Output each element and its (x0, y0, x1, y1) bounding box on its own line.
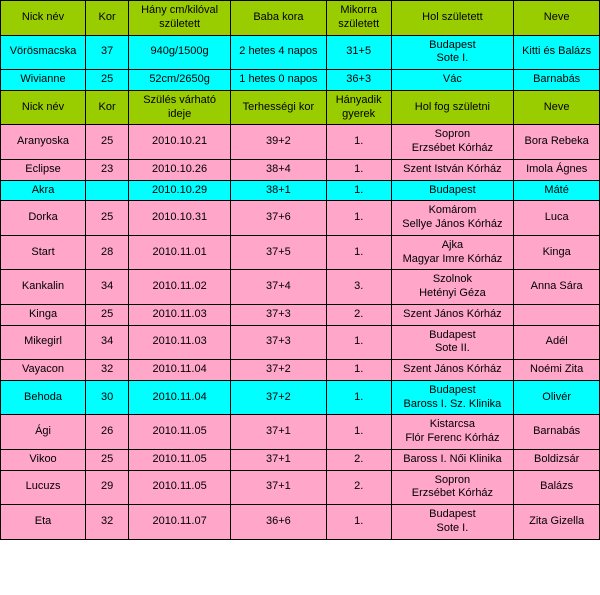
table-cell (86, 270, 129, 305)
cell-text: Behoda (24, 390, 62, 403)
table-cell (514, 180, 600, 201)
column-header-cell (326, 90, 391, 125)
cell-text: Szent István Kórház (403, 162, 502, 175)
cell-text: Flór Ferenc Kórház (405, 432, 500, 444)
table-cell (326, 415, 391, 450)
cell-text: 1. (354, 390, 364, 403)
column-header-cell (86, 90, 129, 125)
table-cell (514, 360, 600, 381)
cell-text: 2010.11.05 (152, 425, 207, 438)
table-cell (231, 235, 327, 270)
cell-text: Barnabás (533, 73, 581, 85)
table-cell (391, 380, 514, 415)
cell-text: Hányadik gyerek (335, 93, 382, 120)
cell-text: 2010.11.04 (152, 390, 207, 403)
column-header-cell (1, 1, 86, 36)
cell-text: 1. (354, 183, 364, 196)
cell-text: Sopron (434, 473, 471, 486)
table-cell (129, 380, 231, 415)
table-cell (129, 360, 231, 381)
table-cell (326, 180, 391, 201)
table-cell (1, 125, 86, 160)
cell-text: Eclipse (25, 162, 61, 175)
cell-text: 34 (100, 335, 114, 348)
cell-text: 1. (354, 135, 364, 148)
table-row (1, 125, 600, 160)
table-row (1, 159, 600, 180)
cell-text: Ági (35, 425, 51, 438)
table-cell (129, 449, 231, 470)
table-cell (326, 270, 391, 305)
table-cell (231, 35, 327, 70)
column-header-cell (391, 1, 514, 36)
table-cell (129, 159, 231, 180)
table-cell (1, 201, 86, 236)
cell-text: Hetényi Géza (419, 287, 486, 299)
cell-text: Adél (545, 335, 568, 348)
table-cell (231, 159, 327, 180)
cell-text: Wivianne (20, 73, 66, 85)
table-cell (391, 415, 514, 450)
table-cell (129, 325, 231, 360)
cell-text: Mikegirl (24, 335, 62, 348)
table-cell (326, 470, 391, 505)
cell-text: Budapest (429, 508, 476, 520)
table-cell (86, 125, 129, 160)
cell-text: 37+2 (266, 390, 291, 403)
cell-text: 37+3 (266, 307, 291, 320)
cell-text: Start (31, 245, 55, 258)
cell-text: 1. (354, 162, 364, 175)
cell-text: Neve (543, 10, 570, 23)
cell-text: 52cm/2650g (149, 73, 210, 85)
table-cell (86, 380, 129, 415)
table-header-row (1, 90, 600, 125)
cell-text: 2010.11.05 (152, 452, 207, 465)
table-cell (514, 470, 600, 505)
column-header-cell (326, 1, 391, 36)
cell-text: Budapest (429, 328, 476, 341)
cell-text: 37 (100, 45, 114, 58)
table-row (1, 201, 600, 236)
cell-text: 37+1 (266, 425, 291, 438)
cell-text: 36+6 (266, 514, 291, 527)
table-cell (129, 505, 231, 540)
column-header-cell (129, 1, 231, 36)
table-cell (129, 35, 231, 70)
cell-text: Sellye János Kórház (402, 218, 503, 230)
cell-text: Lucuzs (25, 480, 61, 493)
cell-text: Baross I. Női Klinika (403, 452, 502, 465)
cell-text: 23 (100, 162, 114, 175)
table-cell (514, 35, 600, 70)
cell-text: Akra (31, 183, 55, 196)
cell-text: Boldizsár (534, 452, 580, 465)
cell-text: 38+4 (266, 162, 291, 175)
cell-text: Kinga (28, 307, 58, 320)
table-cell (514, 270, 600, 305)
table-cell (391, 470, 514, 505)
table-cell (1, 180, 86, 201)
table-cell (391, 360, 514, 381)
cell-text: Budapest (429, 183, 476, 196)
table-cell (129, 415, 231, 450)
cell-text: Nick név (21, 100, 65, 113)
cell-text: 25 (100, 307, 114, 320)
cell-text: 29 (100, 480, 114, 493)
cell-text: 26 (100, 425, 114, 438)
cell-text: Erzsébet Kórház (411, 487, 494, 500)
cell-text: Szolnok (432, 273, 472, 286)
table-cell (326, 70, 391, 91)
cell-text: Imola Ágnes (526, 162, 588, 175)
cell-text: Kor (98, 10, 116, 23)
cell-text: 2010.11.01 (152, 245, 207, 258)
cell-text: 2 hetes 4 napos (239, 45, 318, 58)
table-cell (86, 360, 129, 381)
cell-text: Sote I. (436, 521, 469, 534)
cell-text: Ajka (441, 238, 464, 251)
cell-text: Sote II. (434, 342, 470, 355)
table-cell (391, 159, 514, 180)
table-cell (231, 360, 327, 381)
cell-text: 37+5 (266, 245, 291, 258)
table-cell (391, 180, 514, 201)
table-cell (231, 470, 327, 505)
cell-text: 2010.10.31 (152, 211, 208, 224)
cell-text: 2. (354, 307, 364, 320)
table-row (1, 235, 600, 270)
table-cell (326, 125, 391, 160)
cell-text: 32 (100, 514, 114, 527)
table-cell (129, 125, 231, 160)
cell-text: Sote I. (436, 52, 469, 65)
cell-text: 1. (354, 363, 364, 375)
cell-text: Vác (442, 73, 462, 85)
table-cell (129, 304, 231, 325)
cell-text: 37+2 (266, 363, 291, 375)
table-cell (231, 415, 327, 450)
table-cell (391, 201, 514, 236)
table-cell (391, 325, 514, 360)
table-cell (391, 270, 514, 305)
cell-text: Eta (34, 514, 52, 527)
table-cell (326, 304, 391, 325)
table-cell (326, 201, 391, 236)
cell-text: Szent János Kórház (403, 307, 502, 320)
table-cell (326, 360, 391, 381)
table-row (1, 35, 600, 70)
table-cell (326, 505, 391, 540)
table-cell (86, 235, 129, 270)
table-row (1, 360, 600, 381)
table-cell (86, 505, 129, 540)
cell-text: Hol fog születni (414, 100, 491, 113)
cell-text: Aranyoska (17, 135, 70, 148)
cell-text: 2010.11.03 (152, 307, 207, 320)
table-cell (129, 201, 231, 236)
cell-text: 2010.11.02 (152, 280, 207, 293)
table-cell (1, 159, 86, 180)
table-cell (1, 470, 86, 505)
cell-text: 30 (100, 390, 114, 403)
cell-text: Szent János Kórház (403, 363, 502, 375)
cell-text: 2010.11.03 (152, 335, 207, 348)
table-cell (231, 270, 327, 305)
cell-text: Neve (543, 100, 570, 113)
cell-text: Budapest (429, 383, 476, 396)
cell-text: 3. (354, 280, 364, 293)
cell-text: 2010.11.05 (152, 480, 207, 493)
cell-text: Olivér (542, 390, 572, 403)
cell-text: 25 (100, 135, 114, 148)
table-cell (129, 70, 231, 91)
table-row (1, 180, 600, 201)
table-cell (514, 380, 600, 415)
table-header-row (1, 1, 600, 36)
cell-text: 39+2 (266, 135, 291, 148)
cell-text: 1. (354, 245, 364, 258)
table-cell (231, 304, 327, 325)
cell-text: 37+4 (266, 280, 291, 293)
table-cell (391, 304, 514, 325)
table-cell (231, 201, 327, 236)
cell-text: 2010.11.07 (152, 514, 207, 527)
table-cell (514, 125, 600, 160)
table-cell (326, 159, 391, 180)
table-row (1, 505, 600, 540)
cell-text: Kankalin (21, 280, 65, 293)
table-cell (231, 125, 327, 160)
column-header-cell (1, 90, 86, 125)
table-cell (391, 449, 514, 470)
table-cell (514, 449, 600, 470)
table-cell (391, 505, 514, 540)
cell-text: Nick név (21, 10, 65, 23)
cell-text: 2010.10.21 (152, 135, 208, 148)
table-cell (1, 235, 86, 270)
table-cell (1, 415, 86, 450)
table-cell (391, 70, 514, 91)
cell-text: 37+1 (266, 452, 291, 465)
table-row (1, 70, 600, 91)
cell-text: 31+5 (346, 45, 372, 58)
cell-text: 1 hetes 0 napos (239, 73, 318, 85)
table-cell (86, 449, 129, 470)
cell-text: Noémi Zita (530, 363, 584, 375)
cell-text: Balázs (540, 480, 574, 493)
table-cell (129, 270, 231, 305)
cell-text: Baba kora (253, 10, 304, 23)
table-cell (391, 235, 514, 270)
cell-text: Komárom (428, 204, 477, 217)
cell-text: Kinga (542, 245, 571, 258)
cell-text: 38+1 (266, 183, 291, 196)
cell-text: Luca (544, 211, 569, 224)
column-header-cell (514, 90, 600, 125)
cell-text: 37+3 (266, 335, 291, 348)
cell-text: Kor (98, 100, 116, 113)
cell-text: Budapest (429, 38, 476, 51)
table-row (1, 380, 600, 415)
table-cell (129, 180, 231, 201)
cell-text: Mikorra született (338, 4, 380, 30)
column-header-cell (231, 1, 327, 36)
table-cell (1, 35, 86, 70)
table-cell (326, 380, 391, 415)
table-cell (1, 270, 86, 305)
table-cell (86, 35, 129, 70)
cell-text: Kitti és Balázs (522, 45, 592, 58)
column-header-cell (514, 1, 600, 36)
cell-text: 2010.11.04 (152, 363, 207, 375)
table-cell (1, 325, 86, 360)
table-cell (514, 70, 600, 91)
cell-text: Hol született (422, 10, 483, 23)
cell-text: 1. (354, 425, 364, 438)
cell-text: Szülés várható ideje (143, 93, 216, 120)
table-cell (1, 449, 86, 470)
table-cell (326, 35, 391, 70)
table-cell (231, 325, 327, 360)
cell-text: 32 (100, 363, 114, 375)
table-cell (391, 35, 514, 70)
table-cell (1, 505, 86, 540)
cell-text: Vayacon (22, 363, 65, 375)
table-cell (86, 304, 129, 325)
column-header-cell (129, 90, 231, 125)
cell-text: Zita Gizella (529, 514, 585, 527)
cell-text: 25 (100, 452, 114, 465)
table-cell (1, 380, 86, 415)
table-cell (231, 70, 327, 91)
cell-text: 940g/1500g (150, 45, 209, 58)
column-header-cell (86, 1, 129, 36)
table-cell (231, 505, 327, 540)
table-row (1, 415, 600, 450)
cell-text: Magyar Imre Kórház (402, 252, 503, 265)
cell-text: Dorka (28, 211, 58, 224)
cell-text: 1. (354, 335, 364, 348)
cell-text: Kistarcsa (429, 418, 476, 431)
cell-text: 37+1 (266, 480, 291, 493)
cell-text: 2. (354, 452, 364, 465)
cell-text: Máté (544, 183, 569, 196)
cell-text: Sopron (434, 128, 471, 141)
cell-text: 1. (354, 514, 364, 527)
table-cell (326, 325, 391, 360)
table-cell (86, 325, 129, 360)
cell-text: Terhességi kor (242, 100, 315, 113)
cell-text: 2010.10.29 (152, 183, 208, 196)
cell-text: 28 (100, 245, 114, 258)
table-row (1, 449, 600, 470)
table-row (1, 325, 600, 360)
cell-text: 25 (100, 211, 114, 224)
table-cell (514, 235, 600, 270)
column-header-cell (231, 90, 327, 125)
table-cell (391, 125, 514, 160)
table-cell (326, 235, 391, 270)
column-header-cell (391, 90, 514, 125)
cell-text: Barnabás (533, 425, 581, 438)
table-cell (326, 449, 391, 470)
table-row (1, 304, 600, 325)
table-cell (86, 180, 129, 201)
cell-text: Vikoo (29, 452, 57, 465)
table-cell (1, 304, 86, 325)
cell-text: Hány cm/kilóval született (141, 4, 219, 30)
cell-text: 2. (354, 480, 364, 493)
table-cell (514, 325, 600, 360)
cell-text: Vörösmacska (9, 45, 77, 58)
cell-text: 25 (100, 73, 114, 85)
table-cell (86, 201, 129, 236)
table-row (1, 270, 600, 305)
table-cell (86, 470, 129, 505)
cell-text: 36+3 (346, 73, 372, 85)
cell-text: Baross I. Sz. Klinika (403, 397, 502, 410)
cell-text: 34 (100, 280, 114, 293)
table-cell (514, 159, 600, 180)
table-cell (514, 201, 600, 236)
table-cell (86, 159, 129, 180)
cell-text: 37+6 (266, 211, 291, 224)
cell-text: Bora Rebeka (524, 135, 589, 148)
table-cell (86, 70, 129, 91)
table-cell (514, 505, 600, 540)
table-cell (514, 304, 600, 325)
table-cell (1, 70, 86, 91)
cell-text: Anna Sára (530, 280, 583, 293)
table-cell (129, 235, 231, 270)
table-cell (231, 449, 327, 470)
cell-text: 2010.10.26 (152, 162, 208, 175)
cell-text: Erzsébet Kórház (411, 142, 494, 154)
table-cell (514, 415, 600, 450)
table-cell (129, 470, 231, 505)
table-cell (231, 380, 327, 415)
table-cell (86, 415, 129, 450)
cell-text: 1. (354, 211, 364, 224)
table-cell (1, 360, 86, 381)
table-row (1, 470, 600, 505)
table-cell (231, 180, 327, 201)
